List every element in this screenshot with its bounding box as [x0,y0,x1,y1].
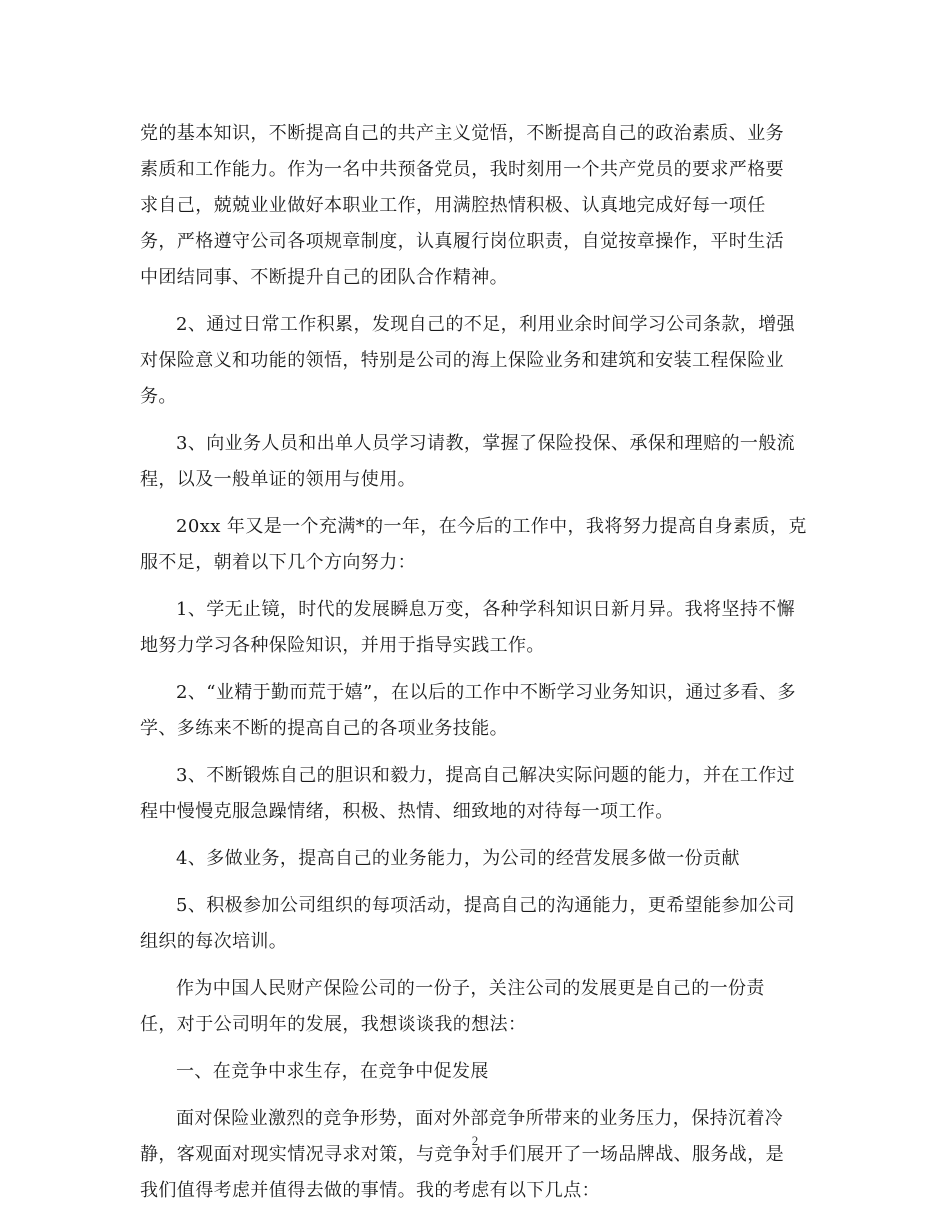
paragraph-line: 3、不断锻炼自己的胆识和毅力，提高自己解决实际问题的能力，并在工作过 [176,765,796,786]
paragraph-line: 我们值得考虑并值得去做的事情。我的考虑有以下几点： [140,1180,600,1201]
paragraph-line: 1、学无止镜，时代的发展瞬息万变，各种学科知识日新月异。我将坚持不懈 [176,599,796,620]
paragraph [140,426,806,498]
paragraph [140,509,806,581]
paragraph-line: 4、多做业务，提高自己的业务能力，为公司的经营发展多做一份贡献 [176,848,740,869]
paragraph [140,1101,806,1209]
paragraph-line: 2、“业精于勤而荒于嬉”，在以后的工作中不断学习业务知识，通过多看、多 [176,682,796,703]
paragraph-line: 2、通过日常工作积累，发现自己的不足，利用业余时间学习公司条款，增强 [176,314,796,335]
paragraph [140,116,806,296]
paragraph-line: 党的基本知识，不断提高自己的共产主义觉悟，不断提高自己的政治素质、业务 [140,123,784,144]
paragraph [140,971,806,1043]
paragraph-line: 素质和工作能力。作为一名中共预备党员，我时刻用一个共产党员的要求严格要 [140,159,784,180]
paragraph [140,592,806,664]
paragraph-line: 静，客观面对现实情况寻求对策，与竞争对手们展开了一场品牌战、服务战，是 [140,1144,784,1165]
paragraph-line: 面对保险业激烈的竞争形势，面对外部竞争所带来的业务压力，保持沉着冷 [176,1108,784,1129]
paragraph [140,841,806,877]
paragraph-line: 20xx 年又是一个充满*的一年，在今后的工作中，我将努力提高自身素质，克 [176,516,807,537]
paragraph-line: 中团结同事、不断提升自己的团队合作精神。 [140,267,508,288]
paragraph [140,758,806,830]
paragraph-line: 务，严格遵守公司各项规章制度，认真履行岗位职责，自觉按章操作，平时生活 [140,231,784,252]
paragraph-line: 程，以及一般单证的领用与使用。 [140,469,416,490]
paragraph-line: 3、向业务人员和出单人员学习请教，掌握了保险投保、承保和理赔的一般流 [176,433,796,454]
paragraph [140,1054,806,1090]
document-body [140,116,806,1220]
paragraph [140,675,806,747]
paragraph-line: 作为中国人民财产保险公司的一份子，关注公司的发展更是自己的一份责 [176,978,765,999]
paragraph-line: 一、在竞争中求生存，在竞争中促发展 [176,1061,489,1082]
paragraph-line: 程中慢慢克服急躁情绪，积极、热情、细致地的对待每一项工作。 [140,801,674,822]
paragraph-line: 5、积极参加公司组织的每项活动，提高自己的沟通能力，更希望能参加公司 [176,895,796,916]
paragraph-line: 服不足，朝着以下几个方向努力： [140,552,416,573]
paragraph-line: 组织的每次培训。 [140,931,288,952]
paragraph-line: 对保险意义和功能的领悟，特别是公司的海上保险业务和建筑和安装工程保险业 [140,350,784,371]
page-number: 2 [471,1133,479,1148]
paragraph [140,888,806,960]
paragraph-line: 学、多练来不断的提高自己的各项业务技能。 [140,718,508,739]
paragraph [140,307,806,415]
paragraph-line: 地努力学习各种保险知识，并用于指导实践工作。 [140,635,545,656]
paragraph-line: 务。 [140,386,177,407]
paragraph-line: 任，对于公司明年的发展，我想谈谈我的想法： [140,1014,527,1035]
paragraph-line: 求自己，兢兢业业做好本职业工作，用满腔热情积极、认真地完成好每一项任 [140,195,766,216]
